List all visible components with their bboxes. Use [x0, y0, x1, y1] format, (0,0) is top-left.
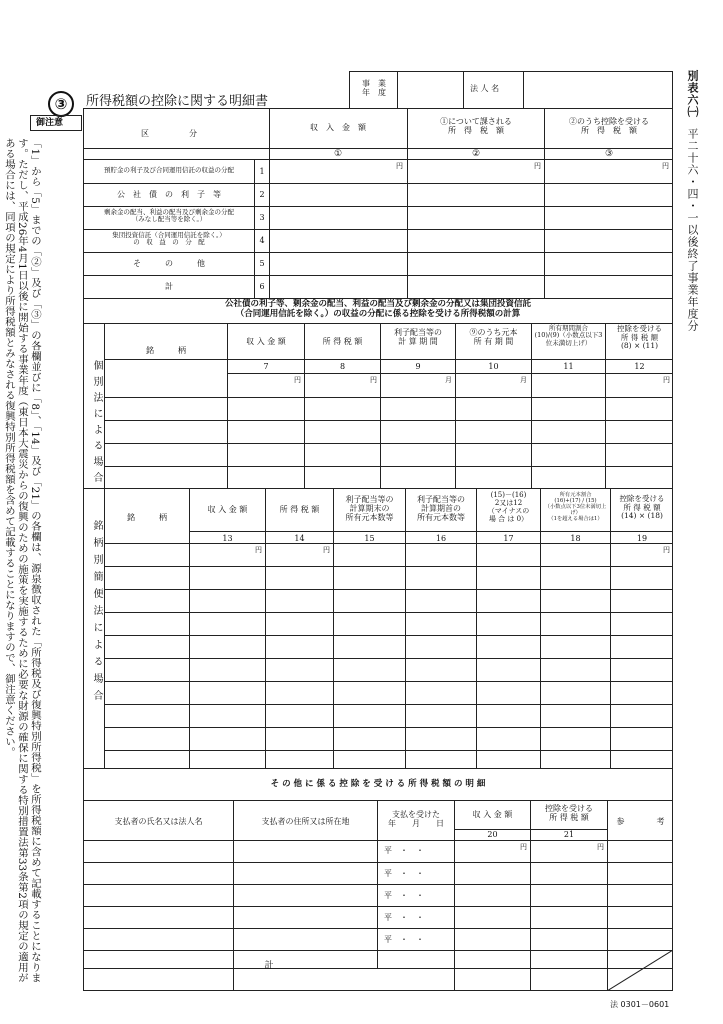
s4-yen-income: 円 [520, 843, 527, 851]
s4-col-payer-name: 支払者の氏名又は法人名 [114, 817, 203, 826]
s2-unit10: 月 [520, 376, 527, 384]
t1-col2-header: ①について課される 所 得 税 額 [440, 117, 512, 136]
s2-col9: 利子配当等の 計 算 期 間 [394, 328, 442, 347]
s2-col11: 所有期間割合 (10)/(9)（小数点以下3 位未満切上げ） [534, 324, 603, 347]
t1-col3-header: ②のうち控除を受ける 所 得 税 額 [569, 117, 649, 136]
s4-date-5: 平 ・ ・ [384, 935, 424, 944]
s3-num16: 16 [435, 534, 447, 543]
s3-unit14: 円 [323, 546, 330, 554]
s3-num15: 15 [364, 534, 375, 543]
t1-row5-label: そ の 他 [133, 259, 205, 268]
s2-num11: 11 [563, 362, 574, 371]
s4-yen-tax: 円 [597, 843, 604, 851]
form-number: ③ [48, 91, 74, 117]
s3-unit19: 円 [663, 546, 670, 554]
s4-num21: 21 [563, 830, 575, 839]
s4-col-date: 支払を受けた 年 月 日 [388, 810, 444, 829]
t1-kubun-header: 区 分 [141, 129, 197, 138]
s2-unit9: 月 [445, 376, 452, 384]
section3-brand: 銘 柄 [127, 513, 167, 522]
s4-date-2: 平 ・ ・ [384, 869, 424, 878]
s2-col8: 所 得 税 額 [322, 337, 363, 346]
s4-total: 計 [264, 961, 274, 971]
s4-num20: 20 [487, 830, 498, 839]
s4-col-income: 収 入 金 額 [472, 810, 513, 819]
s3-num17: 17 [503, 534, 514, 543]
diagonal-slash [607, 950, 673, 991]
s3-col15: 利子配当等の 計算期末の 所有元本数等 [345, 495, 394, 523]
s3-unit13: 円 [255, 546, 262, 554]
footer-code: 法 0301－0601 [610, 1000, 670, 1009]
s2-unit7: 円 [294, 376, 301, 384]
section4-title: そ の 他 に 係 る 控 除 を 受 け る 所 得 税 額 の 明 細 [270, 779, 486, 789]
s4-date-3: 平 ・ ・ [384, 891, 424, 900]
t1-row2-label: 公 社 債 の 利 子 等 [117, 190, 221, 199]
t1-row4-no: 4 [259, 236, 265, 245]
s3-num13: 13 [222, 534, 233, 543]
t1-col1-header: 収 入 金 額 [310, 123, 366, 132]
s2-unit12: 円 [663, 376, 670, 384]
t1-row1-label: 預貯金の利子及び合同運用信託の収益の分配 [104, 166, 234, 174]
t1-row6-label: 計 [165, 282, 173, 291]
s4-col-tax: 控除を受ける 所 得 税 額 [545, 804, 593, 823]
s3-col19: 控除を受ける 所 得 税 額 (14) × (18) [619, 494, 665, 521]
notes-text: 「1」から「5」までの「②」及び「③」の各欄並びに「8」、「14」及び「21」の各欄は、源泉徴収された「所得税及び復興特別所得税」を所得税額に含めて記載することになります。ただし、平成26年4月1日以後に開始する事業年度（東日本大震災からの復興のための施策を実施するために必要な財源の確保に関する特別措置法第33条第2項の規定の適用がある場合には、同項の規定により所得税額とみなされる復興特別所得税額を含めて記載することになりますので、御注意ください。 [3, 138, 41, 984]
corp-name-label: 法 人 名 [470, 84, 500, 93]
s4-col-notes: 参 考 [616, 817, 665, 826]
fiscal-year-label: 事 業 年 度 [362, 79, 386, 98]
notes-heading: 御注意 [36, 118, 64, 128]
s2-col10: ⑨のうち元本 所 有 期 間 [469, 328, 518, 347]
section2-title: 公社債の利子等、剰余金の配当、利益の配当及び剰余金の分配又は集団投資信託 （合同運用信託を除く。）の収益の分配に係る控除を受ける所得税額の計算 [224, 299, 531, 319]
t1-row5-no: 5 [259, 259, 265, 268]
s2-col12: 控除を受ける 所 得 税 額 (8) × (11) [617, 324, 662, 351]
s4-date-4: 平 ・ ・ [384, 913, 424, 922]
t1-num2: ② [471, 149, 481, 159]
t1-yen1: 円 [396, 162, 403, 170]
s3-num19: 19 [636, 534, 648, 543]
s3-col16: 利子配当等の 計算期首の 所有元本数等 [417, 495, 465, 523]
s3-num18: 18 [570, 534, 581, 543]
section2-brand: 銘 柄 [146, 346, 186, 355]
t1-row6-no: 6 [259, 282, 265, 291]
t1-row2-no: 2 [259, 190, 265, 199]
fiscal-year-field[interactable] [398, 72, 462, 108]
t1-yen3: 円 [662, 162, 669, 170]
t1-row4-label: 集団投資信託（合同運用信託を除く。） の 収 益 の 分 配 [112, 231, 226, 247]
page-title: 所得税額の控除に関する明細書 [86, 94, 269, 109]
s3-col13: 収 入 金 額 [207, 505, 248, 514]
s3-col17: (15)－(16) 2又は12 （マイナスの 場 合 は 0） [487, 491, 530, 524]
s4-date-1: 平 ・ ・ [384, 846, 424, 855]
t1-num3: ③ [604, 149, 614, 159]
s2-num10: 10 [488, 362, 499, 371]
s2-num7: 7 [263, 362, 269, 371]
s2-unit8: 円 [370, 376, 377, 384]
s2-num8: 8 [339, 362, 346, 371]
section3-side: 銘柄別簡便法による場合 [91, 520, 102, 707]
s3-col18: 所有元本割合 (16)+(17) / (15) （小数点以下3位未満切上げ） （1を超える場合は1） [544, 492, 607, 523]
section2-side: 個別法による場合 [91, 360, 102, 488]
s4-col-payer-address: 支払者の住所又は所在地 [261, 817, 350, 826]
t1-yen2: 円 [534, 162, 541, 170]
t1-row3-label: 剰余金の配当、利益の配当及び剰余金の分配 （みなし配当等を除く。） [104, 208, 234, 224]
s3-col14: 所 得 税 額 [279, 505, 320, 514]
t1-row3-no: 3 [259, 213, 265, 222]
corp-name-field[interactable] [524, 72, 672, 108]
s2-num9: 9 [415, 362, 421, 371]
t1-num1: ① [333, 149, 343, 159]
period-side: 平二十六・四・一以後終了事業年度分 [686, 128, 699, 332]
s3-num14: 14 [294, 534, 305, 543]
s2-num12: 12 [634, 362, 645, 371]
s2-col7: 収 入 金 額 [246, 337, 286, 346]
form-code-side: 別表六㈠ [686, 70, 699, 118]
t1-row1-no: 1 [259, 167, 265, 176]
